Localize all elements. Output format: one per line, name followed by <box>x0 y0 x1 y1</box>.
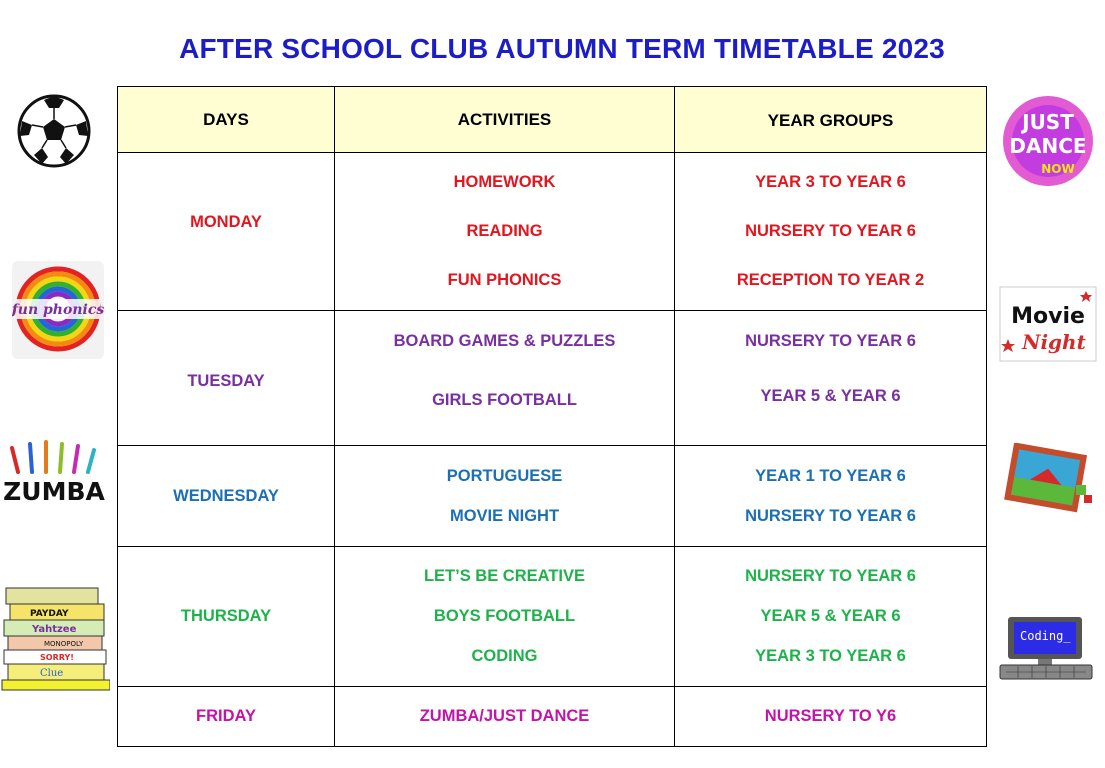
board-games-image <box>0 584 110 692</box>
puzzle-image <box>1000 443 1098 519</box>
activity: READING <box>466 222 543 240</box>
activity: ZUMBA/JUST DANCE <box>419 707 590 725</box>
day-thursday: THURSDAY <box>180 607 272 625</box>
svg-text:Night: Night <box>1022 330 1086 354</box>
activity: HOMEWORK <box>453 173 556 191</box>
svg-text:Coding_: Coding_ <box>1020 629 1071 643</box>
activity: PORTUGUESE <box>446 467 563 485</box>
year-group: RECEPTION TO YEAR 2 <box>736 271 925 289</box>
activity: BOYS FOOTBALL <box>433 607 576 625</box>
header-activities: ACTIVITIES <box>457 110 552 129</box>
svg-text:fun phonics: fun phonics <box>12 302 104 318</box>
football-image <box>14 91 94 171</box>
day-friday: FRIDAY <box>196 707 256 725</box>
year-group: YEAR 5 & YEAR 6 <box>760 607 901 625</box>
page-title: AFTER SCHOOL CLUB AUTUMN TERM TIMETABLE 2023 <box>179 33 945 64</box>
activity: FUN PHONICS <box>447 271 562 289</box>
zumba-image <box>2 438 106 516</box>
year-group: NURSERY TO Y6 <box>764 707 897 725</box>
svg-text:PAYDAY: PAYDAY <box>30 609 69 619</box>
year-group: NURSERY TO YEAR 6 <box>745 567 916 585</box>
year-group: NURSERY TO YEAR 6 <box>745 222 916 240</box>
year-group: NURSERY TO YEAR 6 <box>745 332 916 350</box>
svg-text:Movie: Movie <box>1011 304 1085 329</box>
svg-text:JUST: JUST <box>1022 110 1074 134</box>
svg-text:SORRY!: SORRY! <box>40 653 74 662</box>
year-group: YEAR 1 TO YEAR 6 <box>755 467 906 485</box>
svg-text:ZUMBA: ZUMBA <box>3 477 105 506</box>
svg-text:Yahtzee: Yahtzee <box>32 624 77 635</box>
activity: GIRLS FOOTBALL <box>432 391 577 409</box>
activity: CODING <box>471 647 538 665</box>
day-tuesday: TUESDAY <box>187 372 265 390</box>
svg-text:MONOPOLY: MONOPOLY <box>44 640 84 648</box>
svg-text:Clue: Clue <box>40 668 64 679</box>
day-wednesday: WEDNESDAY <box>173 487 279 505</box>
fun-phonics-image <box>12 261 104 359</box>
activity: LET’S BE CREATIVE <box>423 567 586 585</box>
movie-night-image <box>998 283 1098 365</box>
timetable-table <box>117 86 987 747</box>
header-year-groups: YEAR GROUPS <box>767 111 894 130</box>
year-group: YEAR 3 TO YEAR 6 <box>755 173 906 191</box>
year-group: NURSERY TO YEAR 6 <box>745 507 916 525</box>
year-group: YEAR 5 & YEAR 6 <box>760 387 901 405</box>
svg-text:DANCE: DANCE <box>1009 134 1087 158</box>
activity: BOARD GAMES & PUZZLES <box>393 332 616 350</box>
just-dance-image <box>1002 91 1094 191</box>
year-group: YEAR 3 TO YEAR 6 <box>755 647 906 665</box>
svg-text:NOW: NOW <box>1041 162 1075 176</box>
activity: MOVIE NIGHT <box>449 507 560 525</box>
day-monday: MONDAY <box>190 213 262 231</box>
header-days: DAYS <box>203 110 249 129</box>
coding-computer-image <box>998 615 1094 681</box>
